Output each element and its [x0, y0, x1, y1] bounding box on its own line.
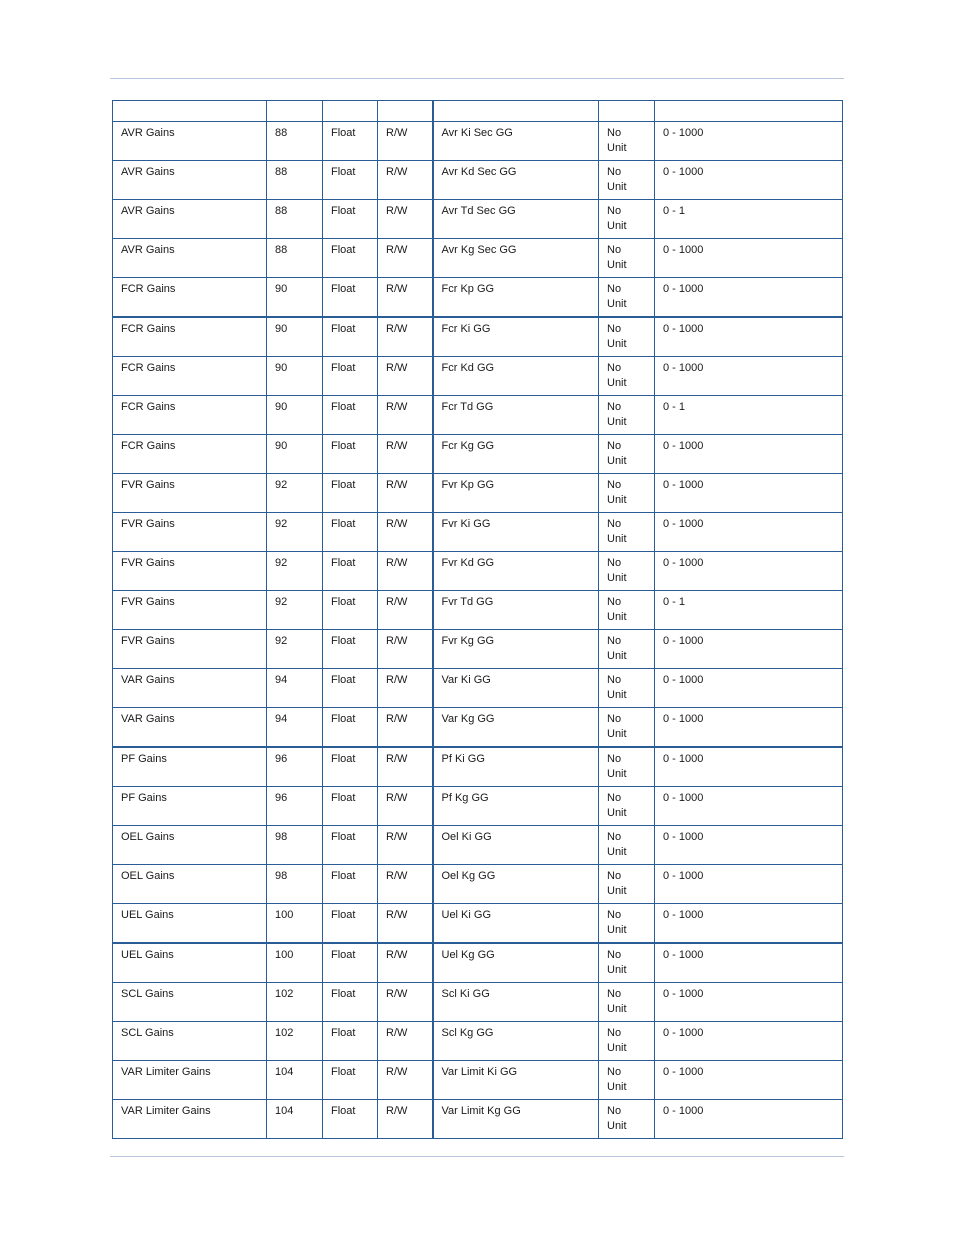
register-cell: 102: [267, 1022, 323, 1061]
register-cell: 96: [267, 747, 323, 787]
group-cell: OEL Gains: [113, 826, 267, 865]
unit-text: Unit: [607, 220, 627, 232]
range-cell: 0 - 1000: [655, 357, 843, 396]
range-cell: 0 - 1: [655, 591, 843, 630]
group-cell: FVR Gains: [113, 474, 267, 513]
type-cell: Float: [323, 747, 378, 787]
parameter-cell: Fvr Kg GG: [433, 630, 599, 669]
parameter-cell: Fcr Td GG: [433, 396, 599, 435]
unit-cell: [599, 591, 655, 630]
table-row: [113, 200, 843, 239]
access-cell: R/W: [378, 122, 433, 161]
header-rule: [110, 78, 844, 79]
access-cell: R/W: [378, 747, 433, 787]
type-cell: Float: [323, 708, 378, 748]
range-cell: 0 - 1000: [655, 552, 843, 591]
parameter-cell: Fcr Kd GG: [433, 357, 599, 396]
parameter-cell: Avr Kg Sec GG: [433, 239, 599, 278]
unit-cell: [599, 200, 655, 239]
unit-cell: [599, 1061, 655, 1100]
unit-text: Unit: [607, 259, 627, 271]
unit-text: Unit: [607, 494, 627, 506]
unit-text: No: [607, 166, 622, 178]
unit-text: Unit: [607, 728, 627, 740]
register-cell: 102: [267, 983, 323, 1022]
parameter-cell: Uel Kg GG: [433, 943, 599, 983]
unit-text: No: [607, 205, 622, 217]
unit-text: Unit: [607, 1081, 627, 1093]
unit-cell: [599, 865, 655, 904]
unit-text: No: [607, 792, 622, 804]
type-cell: Float: [323, 239, 378, 278]
parameter-cell: Oel Kg GG: [433, 865, 599, 904]
access-cell: R/W: [378, 474, 433, 513]
unit-text: Unit: [607, 298, 627, 310]
unit-cell: [599, 904, 655, 944]
access-cell: R/W: [378, 435, 433, 474]
range-cell: 0 - 1000: [655, 826, 843, 865]
table-row: [113, 747, 843, 787]
unit-text: No: [607, 870, 622, 882]
parameter-cell: Fcr Kg GG: [433, 435, 599, 474]
register-cell: 88: [267, 161, 323, 200]
access-cell: R/W: [378, 826, 433, 865]
access-cell: R/W: [378, 317, 433, 357]
range-cell: 0 - 1000: [655, 1022, 843, 1061]
group-cell: FVR Gains: [113, 513, 267, 552]
unit-cell: [599, 708, 655, 748]
parameter-cell: Avr Td Sec GG: [433, 200, 599, 239]
table-row: [113, 552, 843, 591]
unit-cell: [599, 983, 655, 1022]
range-cell: 0 - 1000: [655, 708, 843, 748]
register-cell: 90: [267, 396, 323, 435]
table-row: [113, 278, 843, 318]
unit-cell: [599, 122, 655, 161]
table-row: [113, 239, 843, 278]
range-cell: 0 - 1: [655, 200, 843, 239]
table-row: [113, 513, 843, 552]
type-cell: Float: [323, 200, 378, 239]
range-cell: 0 - 1000: [655, 747, 843, 787]
unit-text: Unit: [607, 455, 627, 467]
access-cell: R/W: [378, 200, 433, 239]
table-row: [113, 474, 843, 513]
register-cell: 98: [267, 826, 323, 865]
group-cell: FVR Gains: [113, 591, 267, 630]
parameter-cell: Var Kg GG: [433, 708, 599, 748]
unit-text: Unit: [607, 572, 627, 584]
register-cell: 100: [267, 943, 323, 983]
table-row: [113, 865, 843, 904]
unit-text: Unit: [607, 1120, 627, 1132]
unit-text: No: [607, 949, 622, 961]
table-row: [113, 943, 843, 983]
unit-text: Unit: [607, 650, 627, 662]
register-cell: 92: [267, 552, 323, 591]
unit-cell: [599, 278, 655, 318]
unit-cell: [599, 317, 655, 357]
unit-text: No: [607, 283, 622, 295]
access-cell: R/W: [378, 708, 433, 748]
unit-text: Unit: [607, 142, 627, 154]
range-cell: 0 - 1000: [655, 513, 843, 552]
type-cell: Float: [323, 983, 378, 1022]
table-row: [113, 435, 843, 474]
register-cell: 88: [267, 239, 323, 278]
table-row: [113, 630, 843, 669]
access-cell: R/W: [378, 943, 433, 983]
group-cell: AVR Gains: [113, 161, 267, 200]
unit-text: No: [607, 831, 622, 843]
range-cell: 0 - 1000: [655, 474, 843, 513]
access-cell: R/W: [378, 1061, 433, 1100]
unit-cell: [599, 630, 655, 669]
type-cell: Float: [323, 1022, 378, 1061]
register-cell: 104: [267, 1100, 323, 1139]
access-cell: R/W: [378, 669, 433, 708]
type-cell: Float: [323, 278, 378, 318]
register-cell: 100: [267, 904, 323, 944]
type-cell: Float: [323, 630, 378, 669]
parameter-cell: Avr Kd Sec GG: [433, 161, 599, 200]
access-cell: R/W: [378, 161, 433, 200]
group-cell: UEL Gains: [113, 904, 267, 944]
type-cell: Float: [323, 865, 378, 904]
access-cell: R/W: [378, 865, 433, 904]
table-row: [113, 983, 843, 1022]
unit-cell: [599, 826, 655, 865]
range-cell: 0 - 1000: [655, 317, 843, 357]
type-cell: Float: [323, 904, 378, 944]
parameter-cell: Fvr Td GG: [433, 591, 599, 630]
unit-cell: [599, 474, 655, 513]
access-cell: R/W: [378, 787, 433, 826]
group-cell: FVR Gains: [113, 552, 267, 591]
parameter-cell: Fvr Kp GG: [433, 474, 599, 513]
access-cell: R/W: [378, 239, 433, 278]
register-cell: 90: [267, 278, 323, 318]
group-cell: AVR Gains: [113, 239, 267, 278]
parameter-cell: Fvr Kd GG: [433, 552, 599, 591]
unit-text: No: [607, 362, 622, 374]
table-row: [113, 669, 843, 708]
unit-text: No: [607, 1027, 622, 1039]
register-cell: 92: [267, 513, 323, 552]
parameter-cell: Var Ki GG: [433, 669, 599, 708]
group-cell: FCR Gains: [113, 278, 267, 318]
type-cell: Float: [323, 669, 378, 708]
unit-text: No: [607, 479, 622, 491]
group-cell: VAR Gains: [113, 669, 267, 708]
group-cell: UEL Gains: [113, 943, 267, 983]
unit-cell: [599, 435, 655, 474]
unit-text: No: [607, 909, 622, 921]
type-cell: Float: [323, 1100, 378, 1139]
unit-cell: [599, 943, 655, 983]
register-cell: 90: [267, 317, 323, 357]
register-table-body: [113, 101, 843, 1139]
header-cell-register: [267, 101, 323, 122]
type-cell: Float: [323, 591, 378, 630]
register-table: [112, 100, 843, 1139]
range-cell: 0 - 1000: [655, 943, 843, 983]
unit-text: No: [607, 127, 622, 139]
type-cell: Float: [323, 826, 378, 865]
header-cell-group: [113, 101, 267, 122]
access-cell: R/W: [378, 552, 433, 591]
table-row: [113, 396, 843, 435]
unit-cell: [599, 396, 655, 435]
header-cell-parameter: [433, 101, 599, 122]
parameter-cell: Scl Kg GG: [433, 1022, 599, 1061]
type-cell: Float: [323, 943, 378, 983]
unit-text: Unit: [607, 689, 627, 701]
unit-text: No: [607, 518, 622, 530]
register-cell: 98: [267, 865, 323, 904]
unit-text: No: [607, 596, 622, 608]
group-cell: FCR Gains: [113, 396, 267, 435]
group-cell: AVR Gains: [113, 200, 267, 239]
type-cell: Float: [323, 552, 378, 591]
group-cell: SCL Gains: [113, 1022, 267, 1061]
register-cell: 92: [267, 591, 323, 630]
parameter-cell: Avr Ki Sec GG: [433, 122, 599, 161]
access-cell: R/W: [378, 1100, 433, 1139]
table-row: [113, 122, 843, 161]
register-cell: 90: [267, 357, 323, 396]
table-row: [113, 1100, 843, 1139]
table-row: [113, 317, 843, 357]
unit-text: No: [607, 557, 622, 569]
table-row: [113, 708, 843, 748]
range-cell: 0 - 1000: [655, 1061, 843, 1100]
register-cell: 88: [267, 200, 323, 239]
group-cell: SCL Gains: [113, 983, 267, 1022]
range-cell: 0 - 1000: [655, 122, 843, 161]
unit-cell: [599, 357, 655, 396]
register-cell: 90: [267, 435, 323, 474]
parameter-cell: Oel Ki GG: [433, 826, 599, 865]
range-cell: 0 - 1000: [655, 787, 843, 826]
access-cell: R/W: [378, 983, 433, 1022]
unit-text: No: [607, 635, 622, 647]
range-cell: 0 - 1000: [655, 239, 843, 278]
group-cell: FCR Gains: [113, 435, 267, 474]
parameter-cell: Var Limit Ki GG: [433, 1061, 599, 1100]
parameter-cell: Fcr Ki GG: [433, 317, 599, 357]
range-cell: 0 - 1000: [655, 278, 843, 318]
type-cell: Float: [323, 787, 378, 826]
parameter-cell: Pf Kg GG: [433, 787, 599, 826]
unit-text: No: [607, 988, 622, 1000]
register-cell: 104: [267, 1061, 323, 1100]
group-cell: FCR Gains: [113, 317, 267, 357]
range-cell: 0 - 1000: [655, 904, 843, 944]
header-cell-type: [323, 101, 378, 122]
group-cell: OEL Gains: [113, 865, 267, 904]
parameter-cell: Fcr Kp GG: [433, 278, 599, 318]
table-row: [113, 161, 843, 200]
type-cell: Float: [323, 396, 378, 435]
range-cell: 0 - 1000: [655, 630, 843, 669]
range-cell: 0 - 1000: [655, 983, 843, 1022]
type-cell: Float: [323, 357, 378, 396]
access-cell: R/W: [378, 904, 433, 944]
register-cell: 94: [267, 669, 323, 708]
type-cell: Float: [323, 513, 378, 552]
register-cell: 88: [267, 122, 323, 161]
unit-text: No: [607, 753, 622, 765]
header-cell-access: [378, 101, 433, 122]
type-cell: Float: [323, 161, 378, 200]
unit-text: Unit: [607, 533, 627, 545]
type-cell: Float: [323, 1061, 378, 1100]
unit-text: Unit: [607, 1003, 627, 1015]
table-row: [113, 1061, 843, 1100]
unit-text: No: [607, 401, 622, 413]
unit-cell: [599, 513, 655, 552]
access-cell: R/W: [378, 357, 433, 396]
unit-text: No: [607, 244, 622, 256]
range-cell: 0 - 1000: [655, 865, 843, 904]
table-row: [113, 591, 843, 630]
table-row: [113, 826, 843, 865]
header-cell-range: [655, 101, 843, 122]
register-cell: 92: [267, 474, 323, 513]
group-cell: VAR Gains: [113, 708, 267, 748]
group-cell: PF Gains: [113, 787, 267, 826]
access-cell: R/W: [378, 278, 433, 318]
parameter-cell: Fvr Ki GG: [433, 513, 599, 552]
unit-text: Unit: [607, 338, 627, 350]
unit-text: Unit: [607, 1042, 627, 1054]
unit-cell: [599, 669, 655, 708]
unit-text: Unit: [607, 611, 627, 623]
unit-text: No: [607, 1105, 622, 1117]
access-cell: R/W: [378, 1022, 433, 1061]
unit-text: No: [607, 1066, 622, 1078]
group-cell: FVR Gains: [113, 630, 267, 669]
type-cell: Float: [323, 474, 378, 513]
unit-cell: [599, 1100, 655, 1139]
type-cell: Float: [323, 317, 378, 357]
table-header-row: [113, 101, 843, 122]
parameter-cell: Pf Ki GG: [433, 747, 599, 787]
unit-cell: [599, 552, 655, 591]
unit-cell: [599, 239, 655, 278]
unit-text: Unit: [607, 846, 627, 858]
unit-text: Unit: [607, 768, 627, 780]
header-cell-unit: [599, 101, 655, 122]
unit-text: Unit: [607, 416, 627, 428]
range-cell: 0 - 1000: [655, 161, 843, 200]
parameter-cell: Uel Ki GG: [433, 904, 599, 944]
unit-text: Unit: [607, 964, 627, 976]
range-cell: 0 - 1000: [655, 1100, 843, 1139]
unit-cell: [599, 161, 655, 200]
unit-text: No: [607, 674, 622, 686]
access-cell: R/W: [378, 630, 433, 669]
access-cell: R/W: [378, 591, 433, 630]
parameter-cell: Var Limit Kg GG: [433, 1100, 599, 1139]
parameter-cell: Scl Ki GG: [433, 983, 599, 1022]
unit-cell: [599, 1022, 655, 1061]
register-cell: 92: [267, 630, 323, 669]
range-cell: 0 - 1000: [655, 669, 843, 708]
footer-rule: [110, 1156, 844, 1157]
access-cell: R/W: [378, 396, 433, 435]
unit-text: Unit: [607, 377, 627, 389]
table-row: [113, 1022, 843, 1061]
unit-text: No: [607, 323, 622, 335]
range-cell: 0 - 1000: [655, 435, 843, 474]
register-cell: 96: [267, 787, 323, 826]
table-row: [113, 357, 843, 396]
unit-text: No: [607, 713, 622, 725]
unit-text: Unit: [607, 807, 627, 819]
group-cell: VAR Limiter Gains: [113, 1100, 267, 1139]
access-cell: R/W: [378, 513, 433, 552]
group-cell: VAR Limiter Gains: [113, 1061, 267, 1100]
unit-text: Unit: [607, 885, 627, 897]
unit-text: No: [607, 440, 622, 452]
group-cell: PF Gains: [113, 747, 267, 787]
type-cell: Float: [323, 435, 378, 474]
range-cell: 0 - 1: [655, 396, 843, 435]
register-cell: 94: [267, 708, 323, 748]
type-cell: Float: [323, 122, 378, 161]
group-cell: FCR Gains: [113, 357, 267, 396]
unit-cell: [599, 747, 655, 787]
table-row: [113, 787, 843, 826]
unit-text: Unit: [607, 924, 627, 936]
unit-cell: [599, 787, 655, 826]
group-cell: AVR Gains: [113, 122, 267, 161]
unit-text: Unit: [607, 181, 627, 193]
table-row: [113, 904, 843, 944]
